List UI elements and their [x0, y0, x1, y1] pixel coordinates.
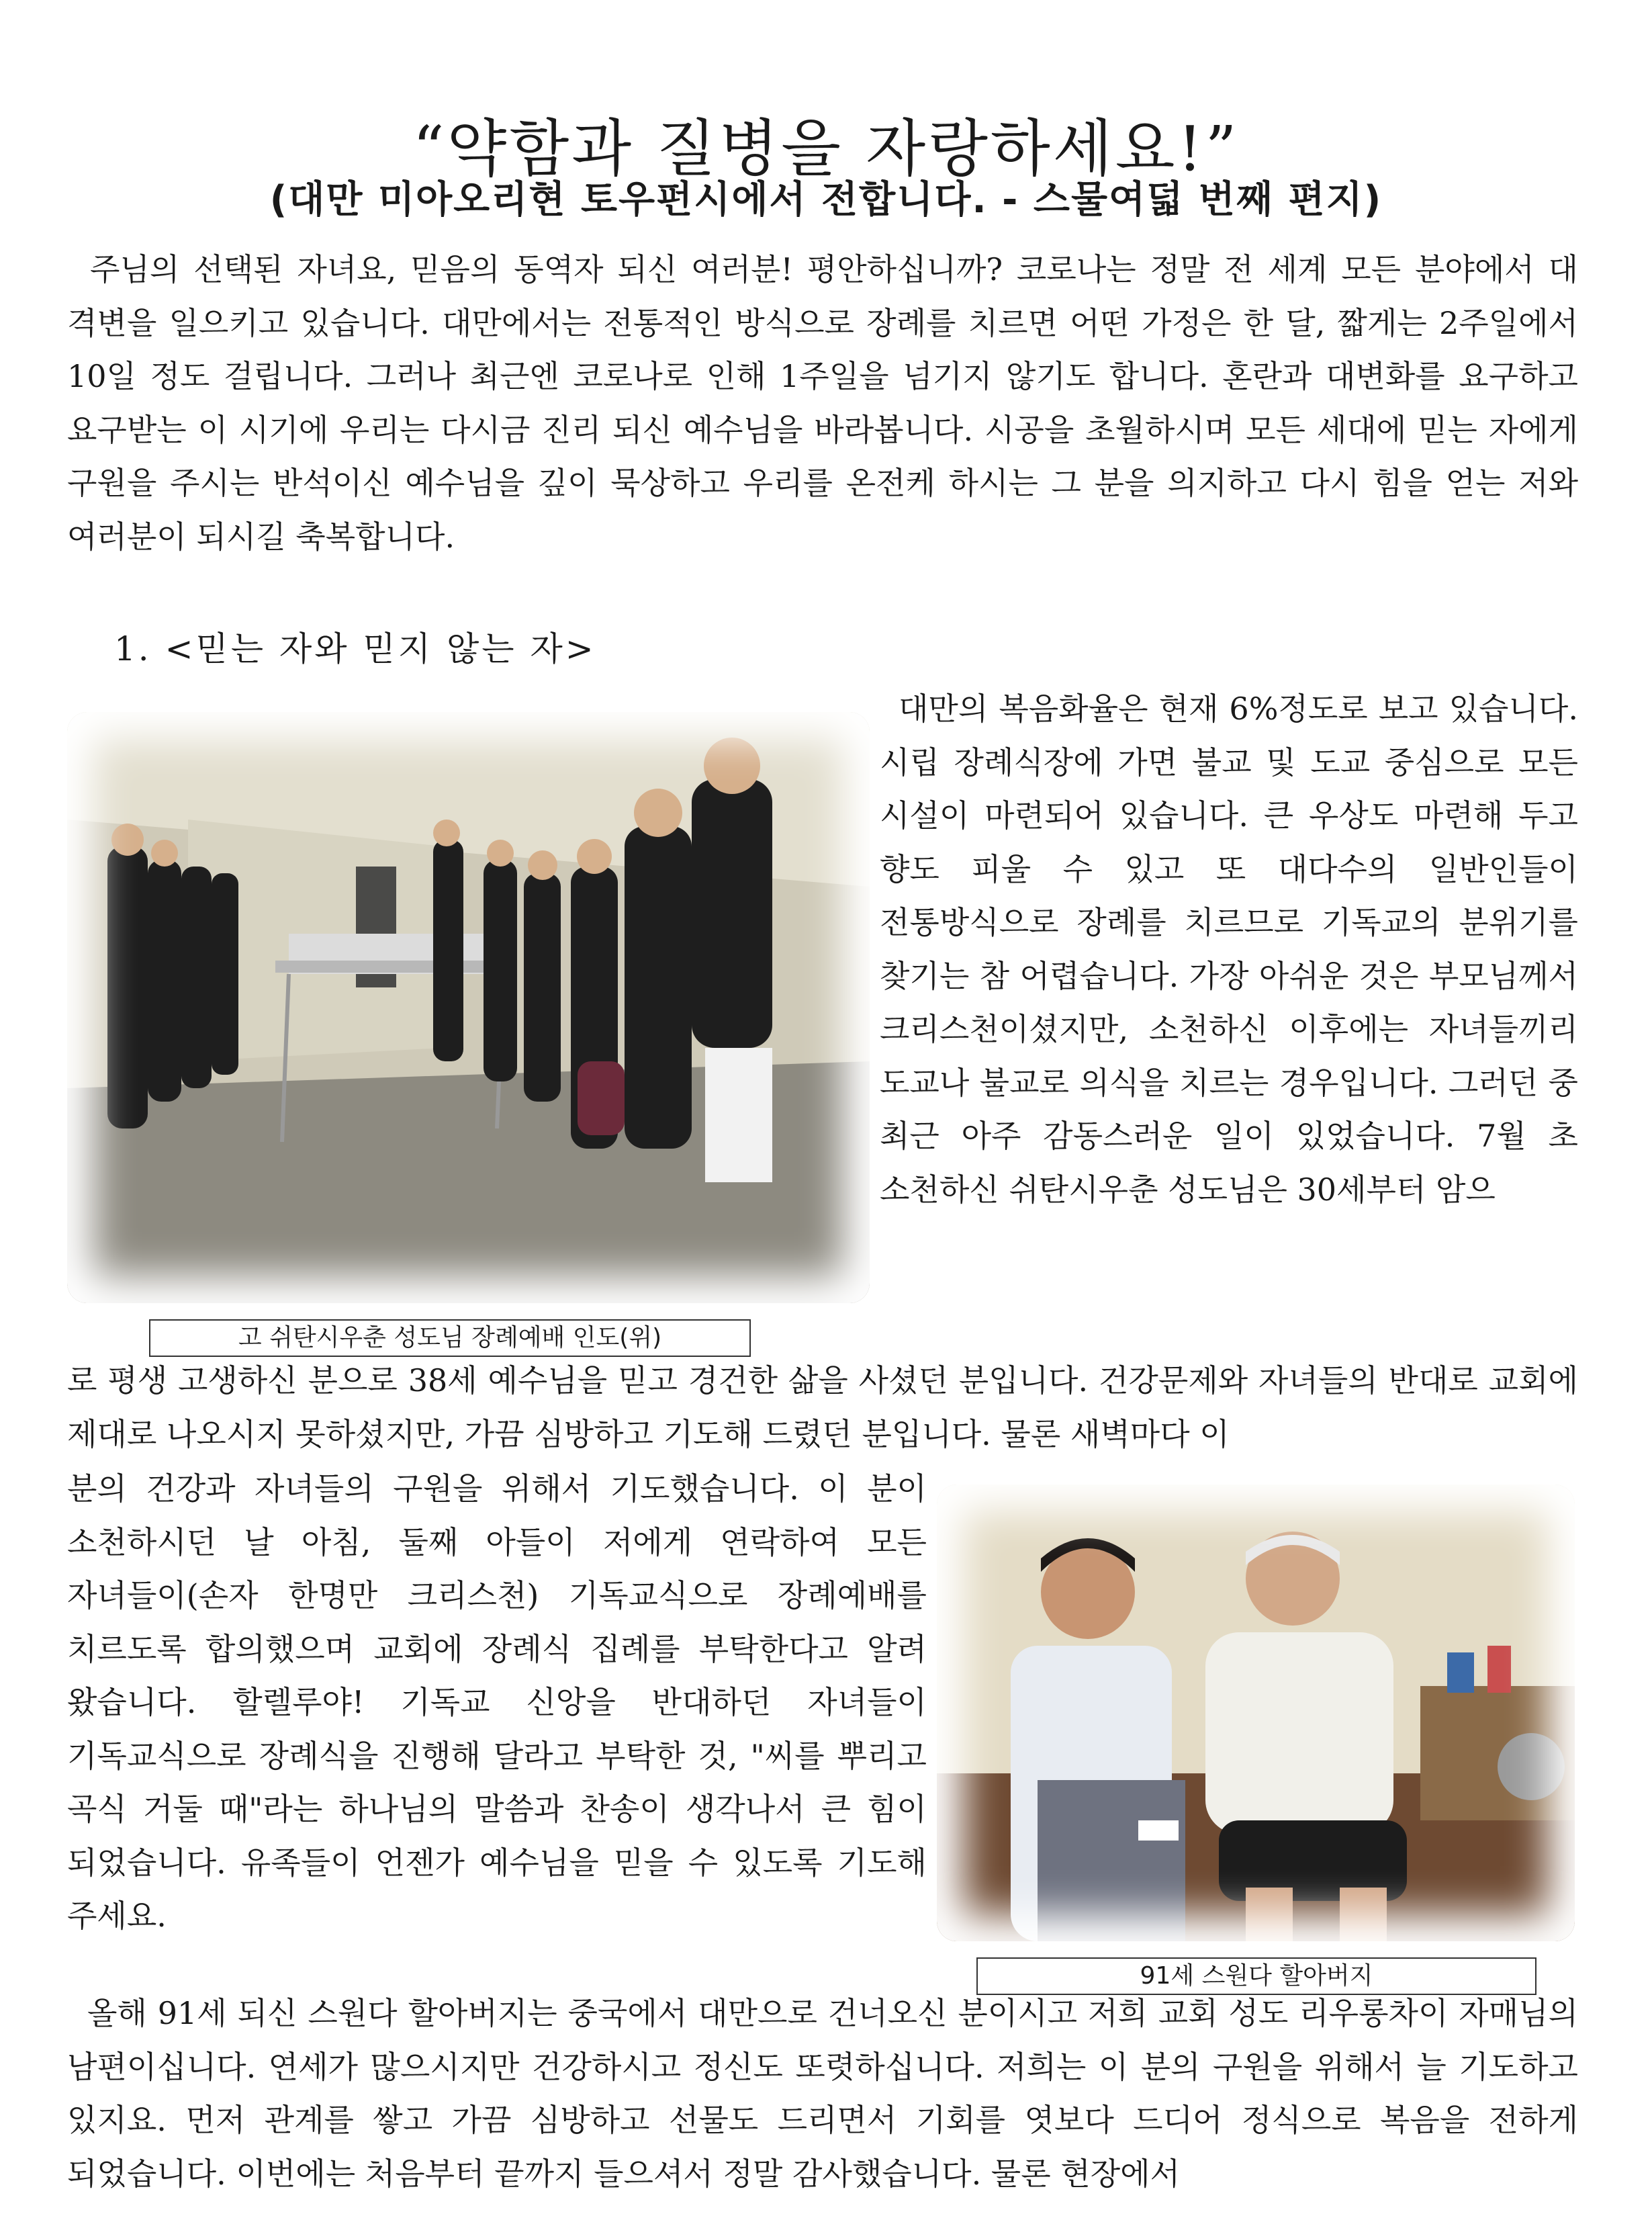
grandfather-photo	[937, 1485, 1575, 1941]
funeral-service-photo	[67, 712, 870, 1303]
section-heading: 1. <믿는 자와 믿지 않는 자>	[114, 629, 596, 668]
grandfather-paragraph: 올해 91세 되신 스원다 할아버지는 중국에서 대만으로 건너오신 분이시고 저희 교회 성도 리우롱차이 자매님의 남편이십니다. 연세가 많으시지만 건강하시고 정신도 또렷하십니다. 저희는 이 분의 구원을 위해서 늘 기도하고 있지요. 먼저 관계를 쌓고 가끔 심방하고 선물도 드리면서 기회를 엿보다 드디어 정식으로 복음을 전하게 되었습니다. 이번에는 처음부터 끝까지 들으셔서 정말 감사했습니다. 물론 현장에서	[67, 1995, 1578, 2192]
grandfather-photo-image	[937, 1485, 1575, 1941]
page-subtitle: (대만 미아오리현 토우펀시에서 전합니다. - 스물여덟 번째 편지)	[269, 178, 1383, 222]
funeral-photo-caption: 고 쉬탄시우춘 성도님 장례예배 인도(위)	[149, 1319, 751, 1357]
intro-paragraph: 주님의 선택된 자녀요, 믿음의 동역자 되신 여러분! 평안하십니까? 코로나는 정말 전 세계 모든 분야에서 대 격변을 일으키고 있습니다. 대만에서는 전통적인 방식으로 장례를 치르면 어떤 가정은 한 달, 짧게는 2주일에서 10일 정도 걸립니다. 그러나 최근엔 코로나로 인해 1주일을 넘기지 않기도 합니다. 혼란과 대변화를 요구하고 요구받는 이 시기에 우리는 다시금 진리 되신 예수님을 바라봅니다. 시공을 초월하시며 모든 세대에 믿는 자에게 구원을 주시는 반석이신 예수님을 깊이 묵상하고 우리를 온전케 하시는 그 분을 의지하고 다시 힘을 얻는 저와 여러분이 되시길 축복합니다.	[67, 251, 1578, 555]
grandfather-photo-caption: 91세 스원다 할아버지	[976, 1957, 1536, 1995]
continued-paragraph: 로 평생 고생하신 분으로 38세 예수님을 믿고 경건한 삶을 사셨던 분입니다. 건강문제와 자녀들의 반대로 교회에 제대로 나오시지 못하셨지만, 가끔 심방하고 기도해 드렸던 분입니다. 물론 새벽마다 이	[67, 1362, 1578, 1452]
funeral-photo-image	[67, 712, 870, 1303]
page-title: “약함과 질병을 자랑하세요!”	[412, 112, 1240, 185]
gospel-rate-paragraph: 대만의 복음화율은 현재 6%정도로 보고 있습니다. 시립 장례식장에 가면 불교 및 도교 중심으로 모든 시설이 마련되어 있습니다. 큰 우상도 마련해 두고 향도 피울 수 있고 또 대다수의 일반인들이 전통방식으로 장례를 치르므로 기독교의 분위기를 찾기는 참 어렵습니다. 가장 아쉬운 것은 부모님께서 크리스천이셨지만, 소천하신 이후에는 자녀들끼리 도교나 불교로 의식을 치르는 경우입니다. 그러던 중 최근 아주 감동스러운 일이 있었습니다. 7월 초 소천하신 쉬탄시우춘 성도님은 30세부터 암으	[880, 691, 1578, 1208]
children-prayer-paragraph: 분의 건강과 자녀들의 구원을 위해서 기도했습니다. 이 분이 소천하시던 날 아침, 둘째 아들이 저에게 연락하여 모든 자녀들이(손자 한명만 크리스천) 기독교식으로 장례예배를 치르도록 합의했으며 교회에 장례식 집례를 부탁한다고 알려 왔습니다. 할렐루야! 기독교 신앙을 반대하던 자녀들이 기독교식으로 장례식을 진행해 달라고 부탁한 것, "씨를 뿌리고 곡식 거둘 때"라는 하나님의 말씀과 찬송이 생각나서 큰 힘이 되었습니다. 유족들이 언젠가 예수님을 믿을 수 있도록 기도해 주세요.	[67, 1470, 927, 1934]
